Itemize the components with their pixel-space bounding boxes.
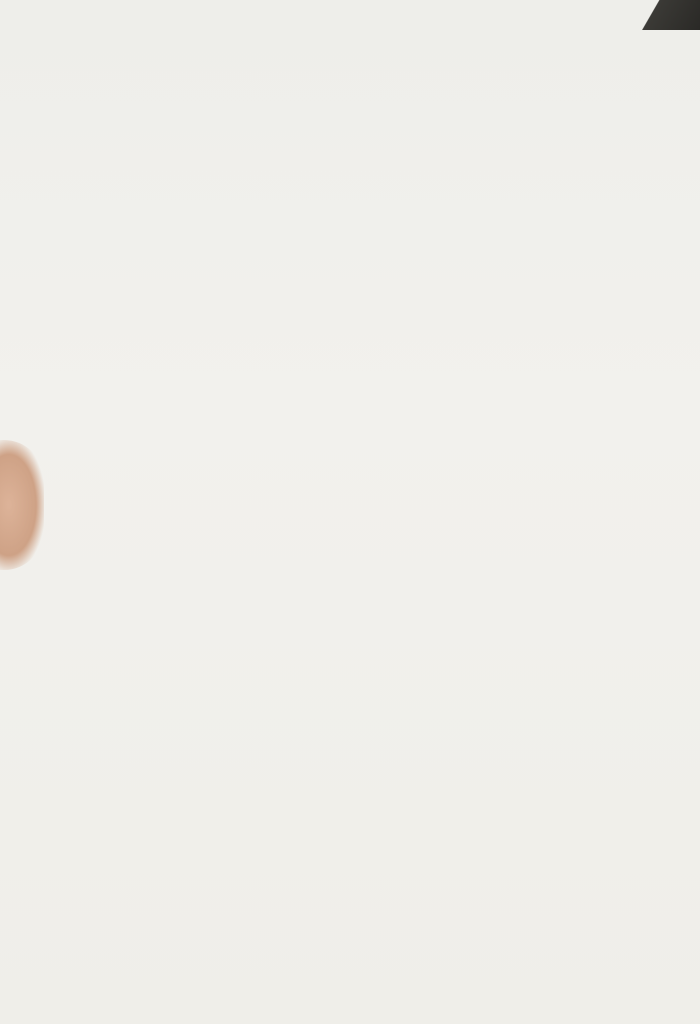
thumb-photo-artifact [0, 440, 44, 570]
watermark [144, 245, 617, 614]
page-shadow [620, 0, 700, 30]
